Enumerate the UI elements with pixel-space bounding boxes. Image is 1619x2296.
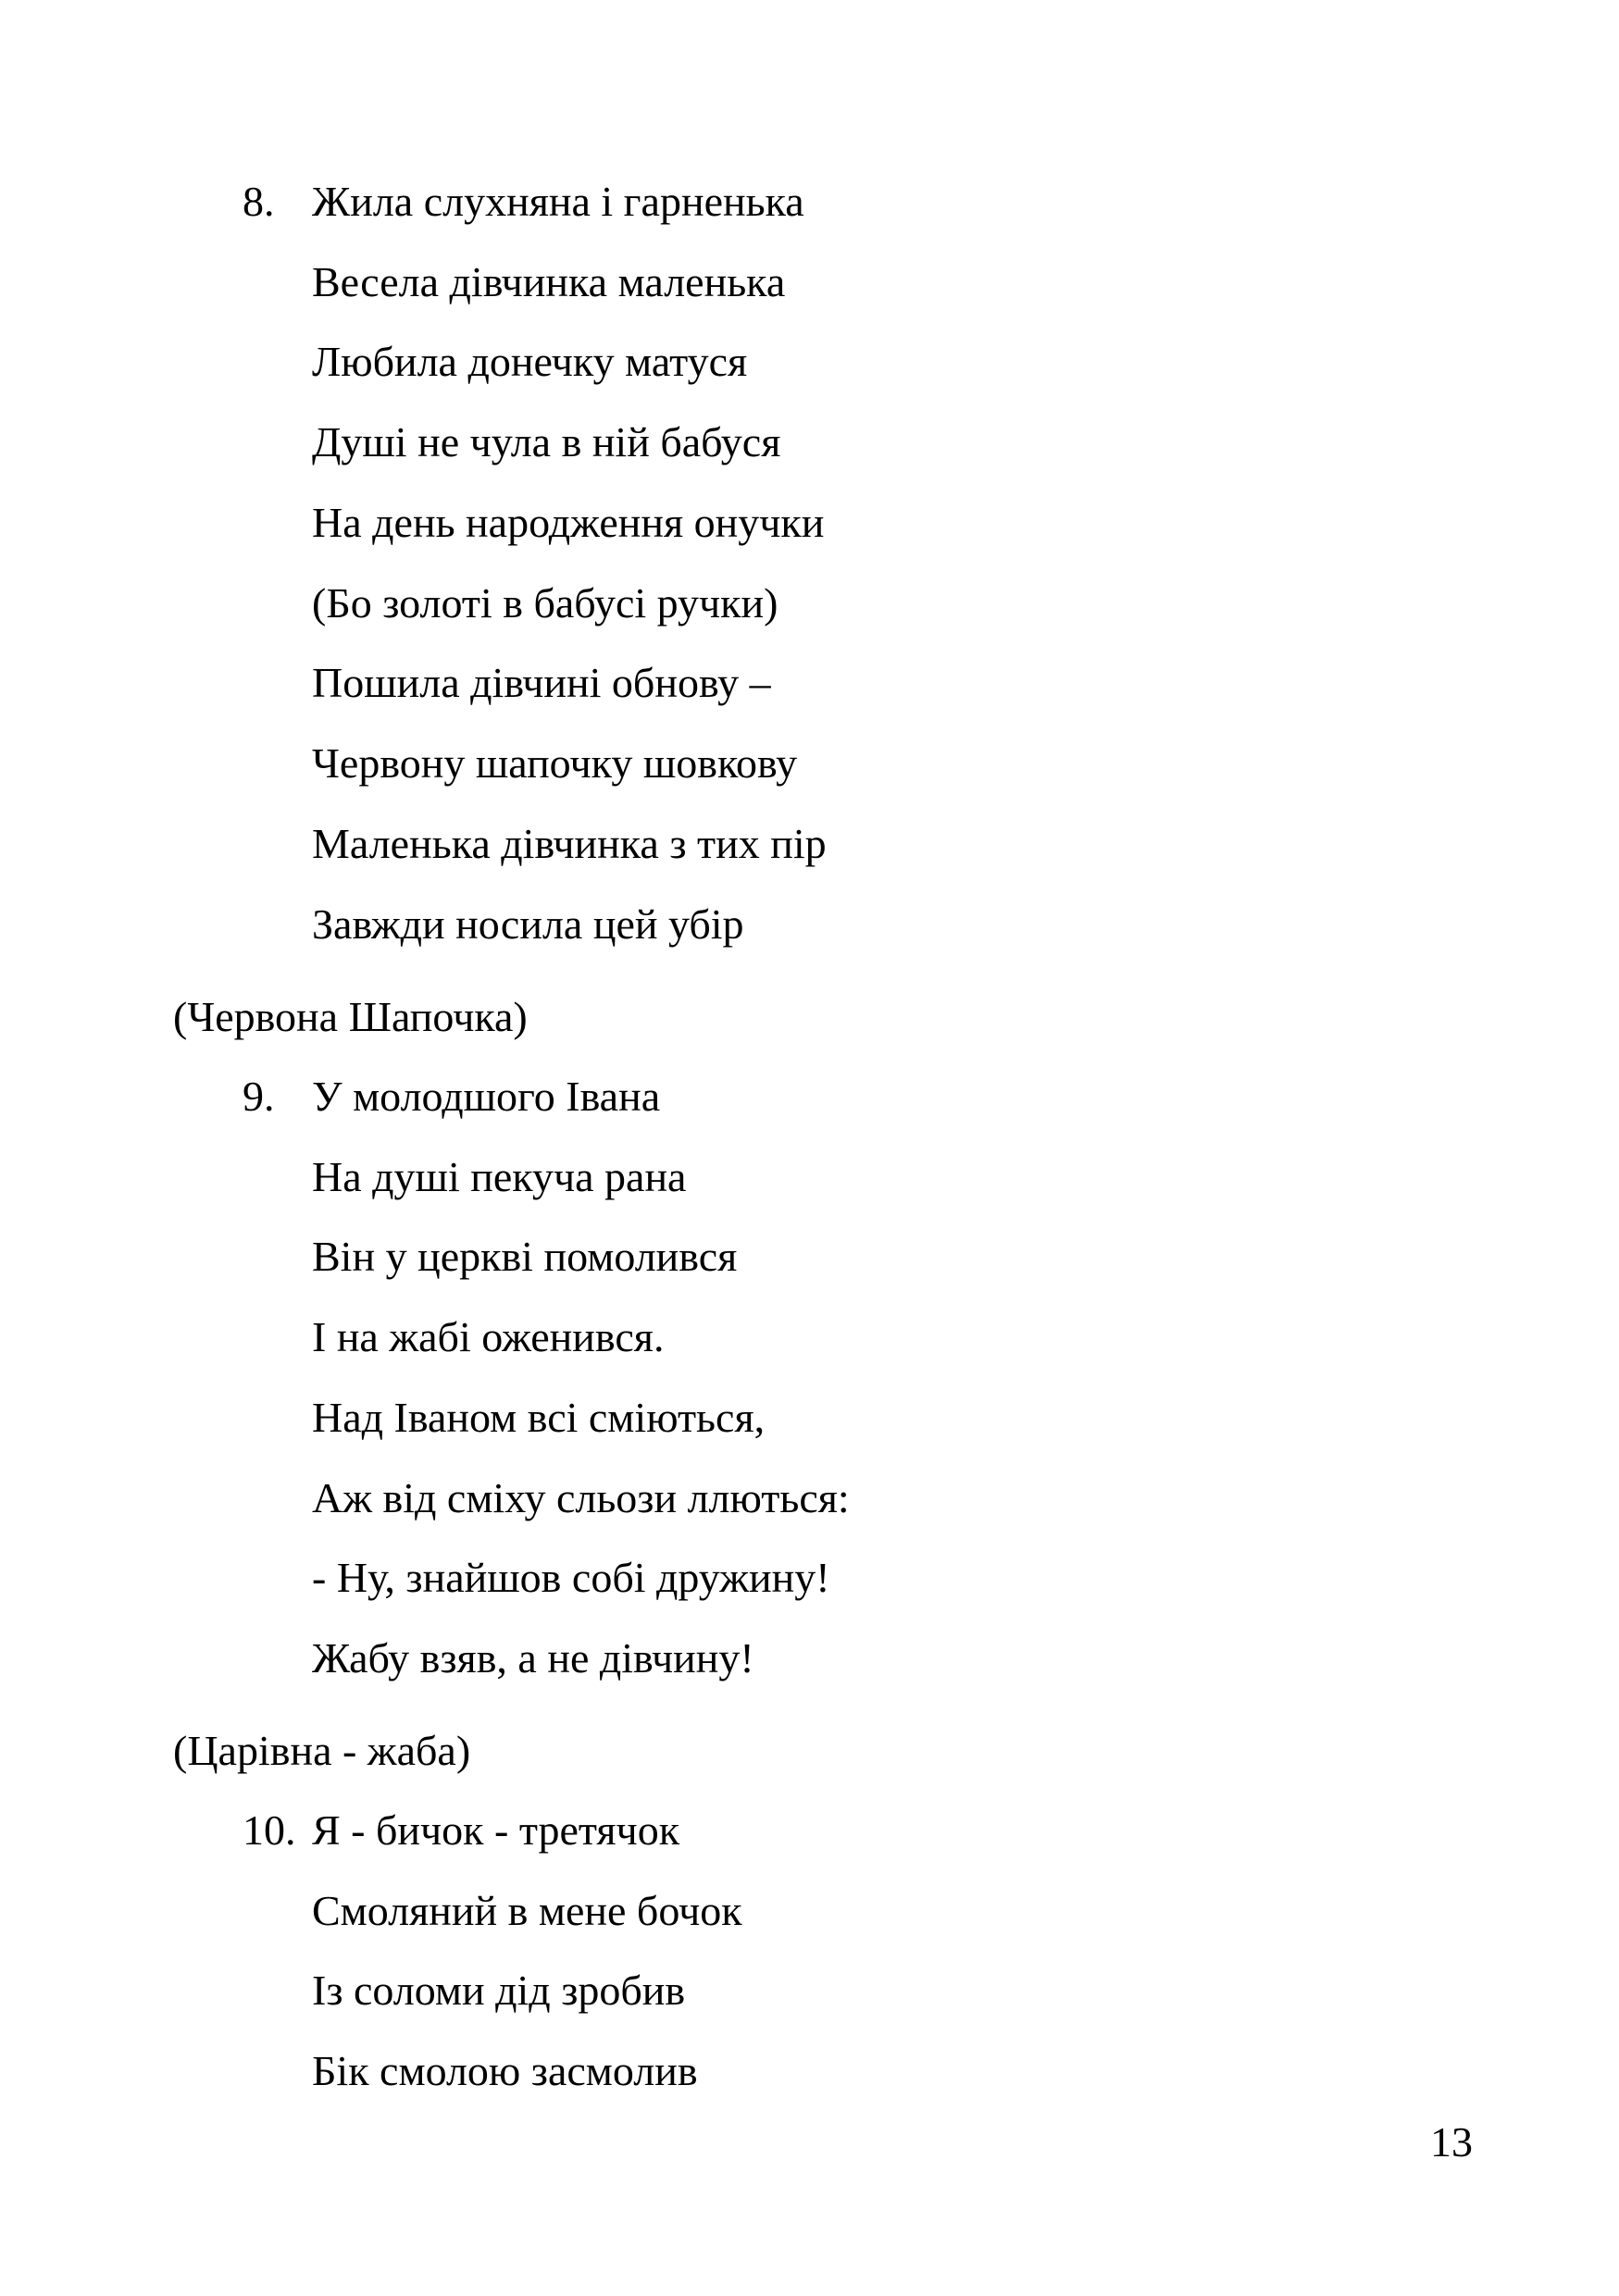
riddle-answer: (Царівна - жаба) <box>173 1727 471 1774</box>
verse-line: Любила донечку матуся <box>312 338 748 385</box>
verse-line: Бік смолою засмолив <box>312 2047 698 2094</box>
page-number: 13 <box>1430 2118 1473 2166</box>
verse-line: (Бо золоті в бабусі ручки) <box>312 579 778 627</box>
riddle-number: 8. <box>243 178 275 225</box>
verse-line: Він у церкві помолився <box>312 1233 738 1280</box>
verse-line: Над Іваном всі сміються, <box>312 1394 766 1441</box>
verse-line: Завжди носила цей убір <box>312 900 744 948</box>
verse-line: Із соломи дід зробив <box>312 1967 686 2014</box>
verse-line: Пошила дівчині обнову – <box>312 659 771 706</box>
verse-line: Жабу взяв, а не дівчину! <box>312 1634 754 1682</box>
verse-line: Червону шапочку шовкову <box>312 739 798 787</box>
riddle-answer: (Червона Шапочка) <box>173 993 528 1040</box>
verse-line: Я - бичок - третячок <box>312 1806 680 1854</box>
verse-line: На душі пекуча рана <box>312 1153 687 1200</box>
verse-line: На день народження онучки <box>312 499 825 546</box>
verse-line: - Ну, знайшов собі дружину! <box>312 1554 830 1601</box>
verse-line: Аж від сміху сльози ллються: <box>312 1474 850 1521</box>
verse-line: Маленька дівчинка з тих пір <box>312 820 827 867</box>
verse-line: Весела дівчинка маленька <box>312 258 786 305</box>
verse-line: Жила слухняна і гарненька <box>312 178 804 225</box>
verse-line: Смоляний в мене бочок <box>312 1887 742 1934</box>
verse-line: У молодшого Івана <box>312 1073 661 1120</box>
verse-line: Душі не чула в ній бабуся <box>312 418 781 465</box>
riddle-number: 10. <box>243 1806 296 1854</box>
riddle-number: 9. <box>243 1073 275 1120</box>
verse-line: І на жабі оженився. <box>312 1313 665 1360</box>
